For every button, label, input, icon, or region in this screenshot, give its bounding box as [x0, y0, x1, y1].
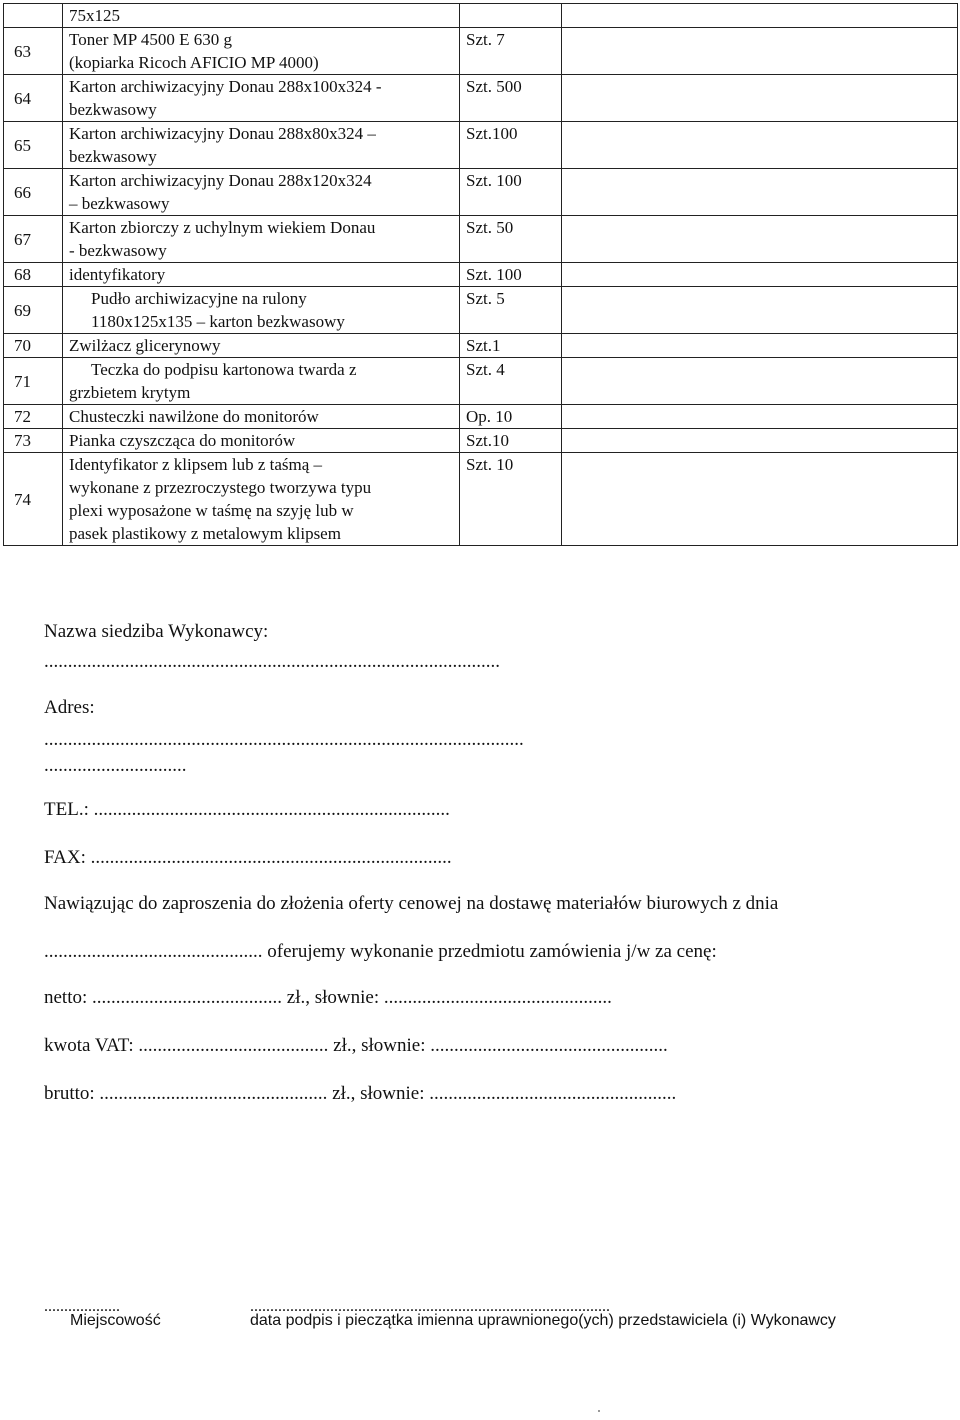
row-quantity: Szt. 10 [460, 453, 562, 546]
row-description [63, 287, 460, 334]
row-quantity: Szt.1 [460, 334, 562, 358]
description-line: Karton archiwizacyjny Donau 288x80x324 – [69, 124, 376, 143]
description-line: plexi wyposażone w taśmę na szyję lub w [69, 501, 354, 520]
row-quantity: Szt. 5 [460, 287, 562, 334]
description-line: bezkwasowy [69, 100, 157, 119]
row-price-cell[interactable] [562, 75, 958, 122]
description-line: identyfikatory [69, 265, 166, 284]
vat-row[interactable]: kwota VAT: ........................................ zł., słownie: .................................................. [44, 1035, 668, 1056]
description-line: Karton archiwizacyjny Donau 288x120x324 [69, 171, 372, 190]
row-number: 69 [4, 287, 63, 334]
row-number: 63 [4, 28, 63, 75]
description-line: Toner MP 4500 E 630 g [69, 30, 232, 49]
address-label: Adres: [44, 697, 95, 718]
row-quantity: Szt. 50 [460, 216, 562, 263]
table-row [4, 75, 958, 122]
row-number: 72 [4, 405, 63, 429]
signature-label: data podpis i pieczątka imienna uprawnionego(ych) przedstawiciela (i) Wykonawcy [250, 1312, 836, 1329]
description-line: wykonane z przezroczystego tworzywa typu [69, 478, 372, 497]
description-line: Identyfikator z klipsem lub z taśmą – [69, 455, 323, 474]
row-price-cell[interactable] [562, 169, 958, 216]
description-line: Pianka czyszcząca do monitorów [69, 431, 296, 450]
table-row [4, 263, 958, 287]
row-description [63, 75, 460, 122]
row-price-cell[interactable] [562, 4, 958, 28]
contractor-name-field[interactable]: ................................................................................................ [44, 651, 500, 672]
description-line: (kopiarka Ricoch AFICIO MP 4000) [69, 53, 319, 72]
row-number: 64 [4, 75, 63, 122]
table-row [4, 4, 958, 28]
row-price-cell[interactable] [562, 28, 958, 75]
row-price-cell[interactable] [562, 122, 958, 169]
row-quantity: Szt.10 [460, 429, 562, 453]
row-price-cell[interactable] [562, 358, 958, 405]
row-quantity: Szt. 4 [460, 358, 562, 405]
offer-text-2[interactable]: .............................................. oferujemy wykonanie przedmiotu zamówienia j/w za cenę: [44, 941, 717, 962]
row-number: 66 [4, 169, 63, 216]
netto-row[interactable]: netto: ........................................ zł., słownie: ................................................ [44, 987, 612, 1008]
row-description [63, 358, 460, 405]
row-price-cell[interactable] [562, 216, 958, 263]
row-quantity: Szt. 100 [460, 263, 562, 287]
row-price-cell[interactable] [562, 334, 958, 358]
table-row [4, 216, 958, 263]
table-row [4, 334, 958, 358]
row-price-cell[interactable] [562, 453, 958, 546]
fax-row[interactable]: FAX: ............................................................................ [44, 847, 452, 868]
row-number: 67 [4, 216, 63, 263]
description-line: Karton zbiorczy z uchylnym wiekiem Donau [69, 218, 376, 237]
row-description [63, 263, 460, 287]
place-label: Miejscowość [70, 1312, 161, 1329]
row-description [63, 216, 460, 263]
table-row [4, 358, 958, 405]
row-number: 65 [4, 122, 63, 169]
row-quantity: Op. 10 [460, 405, 562, 429]
row-description [63, 453, 460, 546]
table-row [4, 405, 958, 429]
row-price-cell[interactable] [562, 287, 958, 334]
row-description [63, 429, 460, 453]
table-row [4, 28, 958, 75]
row-quantity: Szt. 7 [460, 28, 562, 75]
row-description [63, 4, 460, 28]
row-number [4, 4, 63, 28]
row-quantity: Szt. 500 [460, 75, 562, 122]
description-line: - bezkwasowy [69, 241, 167, 260]
row-price-cell[interactable] [562, 429, 958, 453]
row-quantity [460, 4, 562, 28]
contractor-name-label: Nazwa siedziba Wykonawcy: [44, 621, 269, 642]
description-line: grzbietem krytym [69, 383, 191, 402]
description-line: pasek plastikowy z metalowym klipsem [69, 524, 341, 543]
table-row [4, 287, 958, 334]
description-line: Pudło archiwizacyjne na rulony [91, 289, 307, 308]
row-quantity: Szt.100 [460, 122, 562, 169]
description-line: Zwilżacz glicerynowy [69, 336, 221, 355]
scan-speck [598, 1410, 600, 1412]
address-field-2[interactable]: .............................. [44, 755, 187, 776]
row-description [63, 122, 460, 169]
row-number: 70 [4, 334, 63, 358]
table-row [4, 429, 958, 453]
row-number: 68 [4, 263, 63, 287]
tel-row[interactable]: TEL.: ........................................................................... [44, 799, 450, 820]
items-table [3, 3, 958, 546]
description-line: Karton archiwizacyjny Donau 288x100x324 - [69, 77, 382, 96]
offer-text-1: Nawiązując do zaproszenia do złożenia oferty cenowej na dostawę materiałów biurowych z dnia [44, 893, 779, 914]
row-number: 73 [4, 429, 63, 453]
row-number: 71 [4, 358, 63, 405]
table-row [4, 169, 958, 216]
description-line: 1180x125x135 – karton bezkwasowy [91, 312, 345, 331]
description-line: bezkwasowy [69, 147, 157, 166]
description-line: Teczka do podpisu kartonowa twarda z [91, 360, 357, 379]
row-description [63, 334, 460, 358]
table-row [4, 453, 958, 546]
description-line: Chusteczki nawilżone do monitorów [69, 407, 319, 426]
row-number: 74 [4, 453, 63, 546]
table-row [4, 122, 958, 169]
description-line: – bezkwasowy [69, 194, 170, 213]
place-dots[interactable]: ................... [44, 1298, 120, 1315]
row-price-cell[interactable] [562, 263, 958, 287]
signature-dots[interactable]: .......................................................................................... [250, 1298, 610, 1315]
brutto-row[interactable]: brutto: ................................................ zł., słownie: .................................................... [44, 1083, 677, 1104]
row-quantity: Szt. 100 [460, 169, 562, 216]
row-description [63, 405, 460, 429]
row-description [63, 28, 460, 75]
row-description [63, 169, 460, 216]
description-line: 75x125 [69, 6, 120, 25]
row-price-cell[interactable] [562, 405, 958, 429]
address-field-1[interactable]: ..................................................................................................... [44, 729, 524, 750]
